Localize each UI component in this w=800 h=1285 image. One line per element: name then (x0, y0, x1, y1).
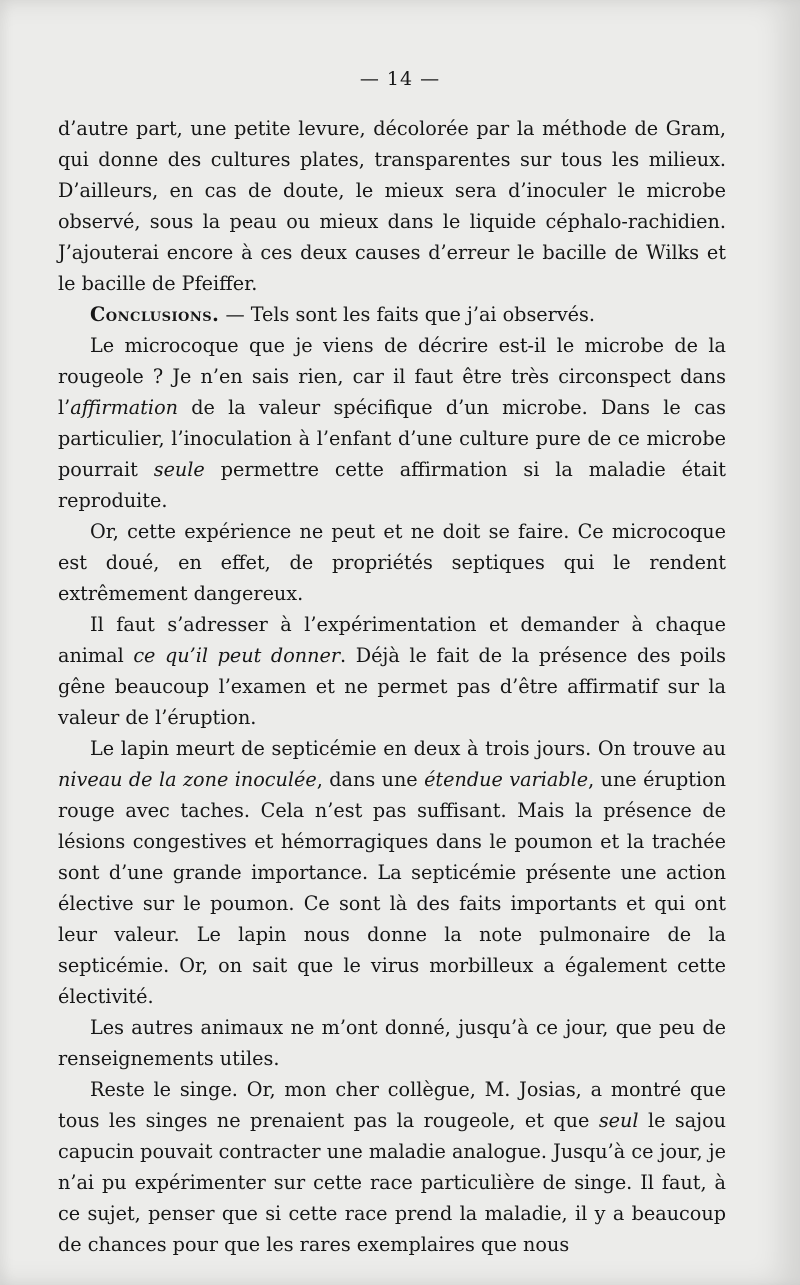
italic-text: étendue variable (424, 768, 589, 791)
paragraph-text: Le microcoque que je viens de décrire est-il le microbe de la rougeole ? Je n’en sais rien, car il faut être très circonspect dans l’ (58, 334, 726, 419)
paragraph-conclusions (58, 299, 726, 330)
paragraph-text: . Déjà le fait de la présence des poils gêne beaucoup l’examen et ne permet pas d’être affirmatif sur la valeur de l’éruption. (58, 644, 726, 729)
paragraph-text: permettre cette affirmation si la maladie était reproduite. (58, 458, 726, 512)
paragraph-microcoque (58, 330, 726, 516)
paragraph-text: Il faut s’adresser à l’expérimentation et demander à chaque animal (58, 613, 726, 667)
italic-text: affirmation (70, 396, 178, 419)
paragraph-autres-animaux: Les autres animaux ne m’ont donné, jusqu’à ce jour, que peu de renseignements utiles. (58, 1016, 726, 1070)
paragraph-experimentation (58, 609, 726, 733)
italic-text: seul (598, 1109, 639, 1132)
italic-text: ce qu’il peut donner (133, 644, 340, 667)
paragraph-text: — Tels sont les faits que j’ai observés. (219, 303, 595, 326)
paragraph-text: , une éruption rouge avec taches. Cela n’est pas suffisant. Mais la présence de lésions congestives et hémorragiques dans le poumon et la trachée sont d’une grande importance. La septicémie présente une action élective sur le poumon. Ce sont là des faits importants et qui ont leur valeur. Le lapin nous donne la note pulmonaire de la septicémie. Or, on sait que le virus morbilleux a également cette électivité. (58, 768, 726, 1008)
paragraph-text: Reste le singe. Or, mon cher collègue, M. Josias, a montré que tous les singes ne prenaient pas la rougeole, et que (58, 1078, 726, 1132)
paragraph-experience: Or, cette expérience ne peut et ne doit se faire. Ce microcoque est doué, en effet, de propriétés septiques qui le rendent extrêmement dangereux. (58, 520, 726, 605)
italic-text: niveau de la zone inoculée (58, 768, 317, 791)
section-lead-conclusions: Conclusions. (90, 303, 220, 326)
paragraph-continued: d’autre part, une petite levure, décolorée par la méthode de Gram, qui donne des cultures plates, transparentes sur tous les milieux. D’ailleurs, en cas de doute, le mieux sera d’inoculer le microbe observé, sous la peau ou mieux dans le liquide céphalo-rachidien. J’ajouterai encore à ces deux causes d’erreur le bacille de Wilks et le bacille de Pfeiffer. (58, 117, 726, 295)
paragraph-singe (58, 1074, 726, 1260)
paragraph-text: de la valeur spécifique d’un microbe. Dans le cas particulier, l’inoculation à l’enfant d’une culture pure de ce microbe pourrait (58, 396, 726, 481)
italic-text: seule (153, 458, 205, 481)
paragraph-text: le sajou capucin pouvait contracter une maladie analogue. Jusqu’à ce jour, je n’ai pu expérimenter sur cette race particulière de singe. Il faut, à ce sujet, penser que si cette race prend la maladie, il y a beaucoup de chances pour que les rares exemplaires que nous (58, 1109, 726, 1256)
body-text (58, 113, 726, 1260)
paragraph-text: , dans une (316, 768, 425, 791)
page-number: — 14 — (359, 68, 441, 90)
paragraph-lapin (58, 733, 726, 1012)
paragraph-text: Le lapin meurt de septicémie en deux à trois jours. On trouve au (90, 737, 726, 760)
